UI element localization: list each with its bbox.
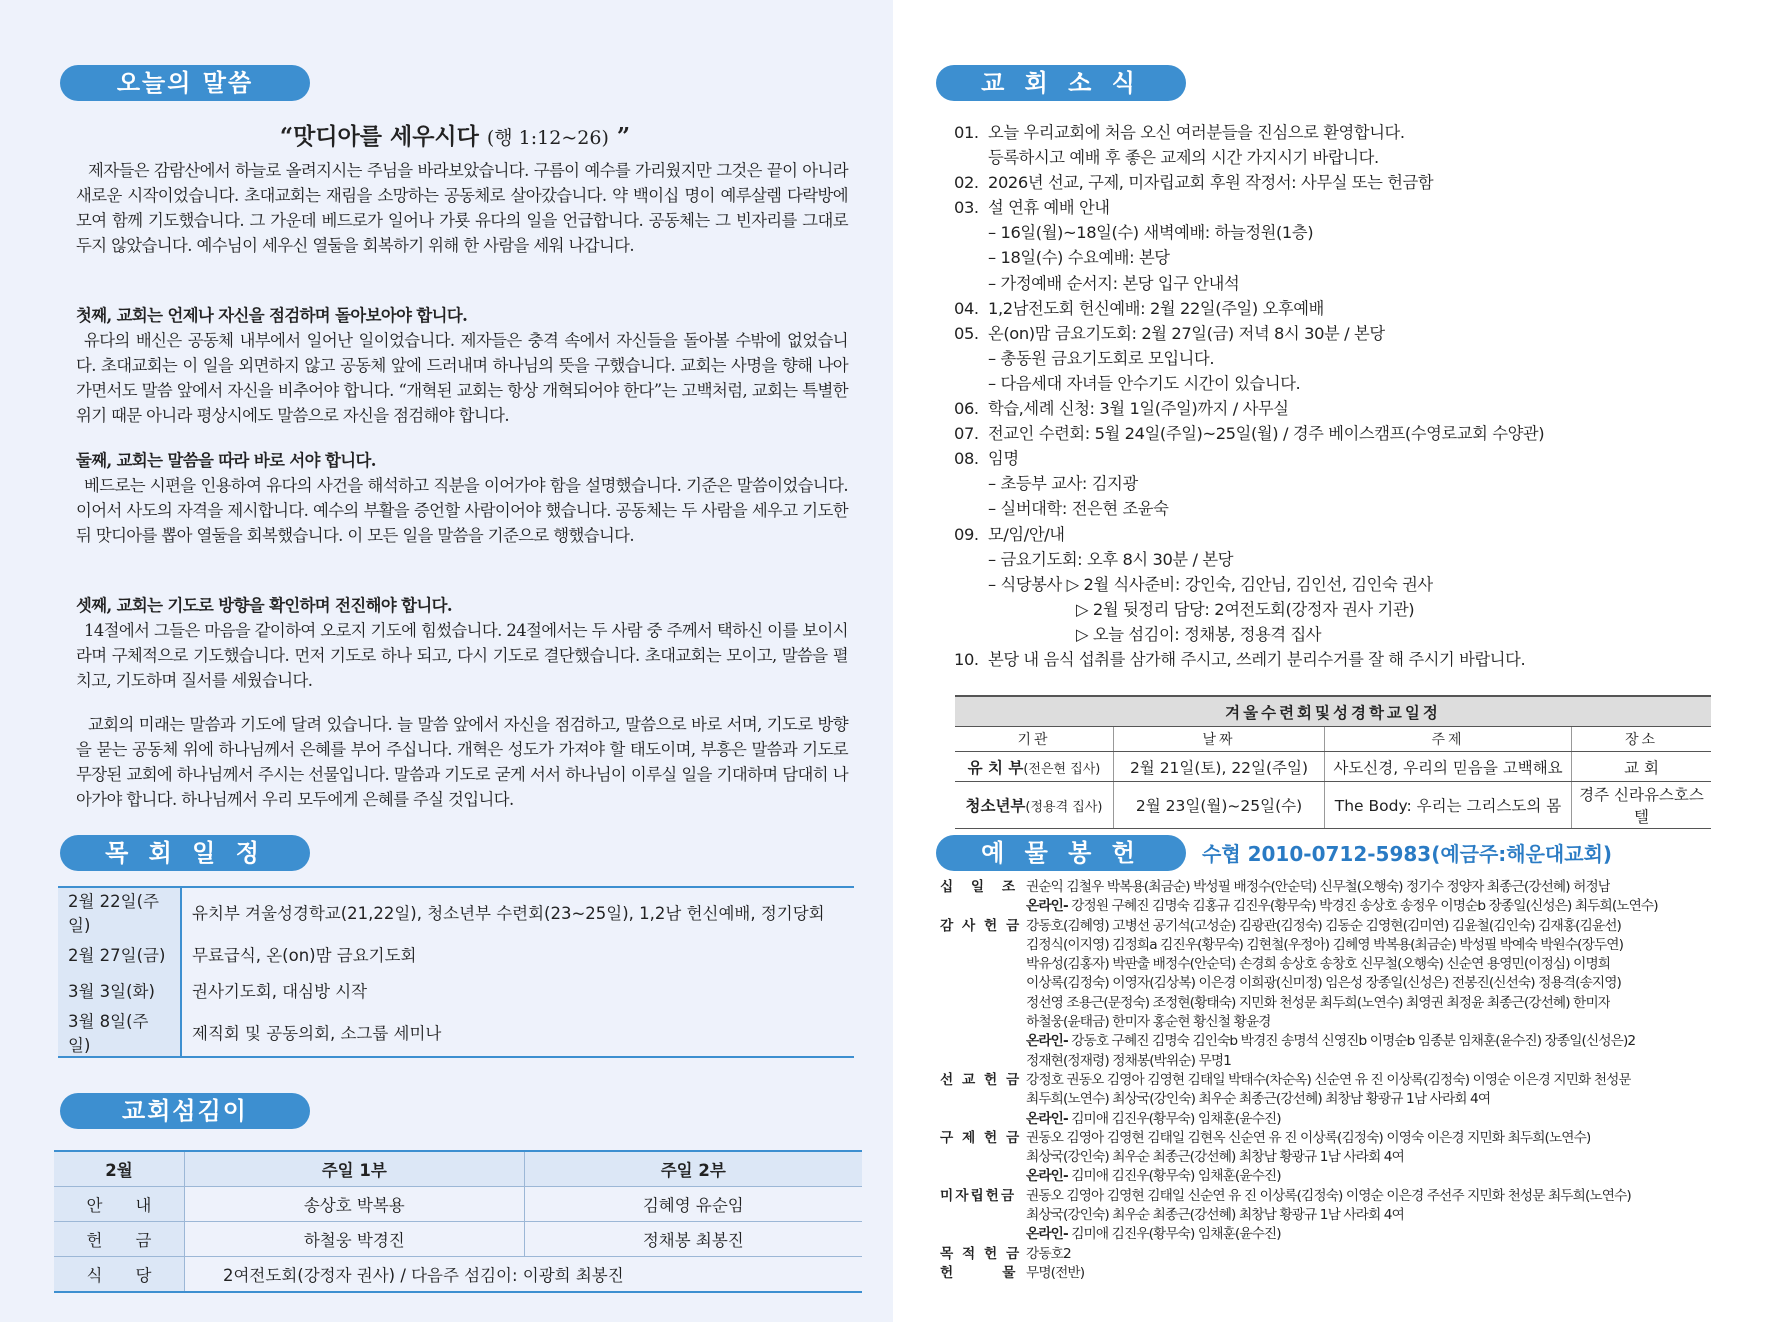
news-item-text: 임명 <box>988 449 1019 469</box>
offering-line <box>940 936 1714 955</box>
offering-online-line <box>940 1225 1714 1244</box>
offering-online <box>1026 897 1658 916</box>
offering-label: 감 사 헌 금 <box>940 917 1022 934</box>
offering-online-names: 강정원 구혜진 김명숙 김홍규 김진우(황무숙) 박경진 송상호 송정우 이명순b 장종일(신성은) 최두희(노연수) <box>1071 898 1658 915</box>
serving-header-second: 주일 2부 <box>524 1151 862 1187</box>
sermon-point-2-text: 베드로는 시편을 인용하여 유다의 사건을 해석하고 직분을 이어가야 함을 설명했습니다. 기준은 말씀이었습니다. 이어서 사도의 자격을 제시합니다. 예수의 부활을 증언할 사람이어야 했습니다. 공동체는 두 사람을 세우고 기도한 뒤 맛디아를 뽑아 열둘을 회복했습니다. 이 모든 일을 말씀을 기준으로 행했습니다. <box>76 476 848 545</box>
table-row <box>58 936 854 972</box>
sermon-point-2 <box>76 448 848 548</box>
winter-org <box>955 752 1114 782</box>
news-item-text: 학습,세례 신청: 3월 1일(주일)까지 / 사무실 <box>988 399 1289 419</box>
table-row <box>955 782 1711 829</box>
news-item-number: 07. <box>954 424 979 444</box>
offering-names: 하철웅(윤태금) 한미자 홍순현 황신철 황윤경 <box>1026 1014 1271 1031</box>
offering-label <box>940 1167 1026 1186</box>
winter-header-place: 장소 <box>1572 727 1712 752</box>
table-row <box>955 752 1711 782</box>
news-item-text: 2026년 선교, 구제, 미자립교회 후원 작정서: 사무실 또는 헌금함 <box>988 173 1434 193</box>
sermon-point-3-text: 14절에서 그들은 마음을 같이하여 오로지 기도에 힘썼습니다. 24절에서는 두 사람 중 주께서 택하신 이를 보이시라며 구체적으로 기도했습니다. 먼저 기도로 하나 되고, 다시 기도로 결단했습니다. 초대교회는 모이고, 말씀을 펼치고, 기도하며 질서를 세웠습니다. <box>76 621 848 690</box>
news-item-text: 본당 내 음식 섭취를 삼가해 주시고, 쓰레기 분리수거를 잘 해 주시기 바랍니다. <box>988 649 1526 669</box>
news-sub-item: – 실버대학: 전은현 조윤숙 <box>988 499 1169 519</box>
offering-online-line <box>940 1167 1714 1186</box>
table-row <box>58 887 854 936</box>
winter-theme: 사도신경, 우리의 믿음을 고백해요 <box>1325 752 1572 782</box>
offering-label <box>940 1110 1026 1129</box>
news-item <box>954 170 1714 195</box>
offering-label <box>940 994 1026 1013</box>
serving-second: 김혜영 유순임 <box>524 1187 862 1222</box>
news-heading: 교 회 소 식 <box>936 65 1186 101</box>
offering-online <box>1026 1225 1281 1244</box>
news-item <box>954 296 1714 321</box>
offering-names: 권동오 김영아 김영현 김태일 신순연 유 진 이상록(김정숙) 이영순 이은경 주선주 지민화 천성문 최두희(노연수) <box>1026 1187 1631 1204</box>
winter-org-note: (정용격 집사) <box>1025 800 1103 815</box>
table-row <box>58 972 854 1008</box>
serving-role: 식 당 <box>54 1257 185 1293</box>
offering-online-line <box>940 1110 1714 1129</box>
news-sub-item: ▷ 2월 뒷정리 담당: 2여전도회(강정자 권사 기관) <box>1076 599 1415 619</box>
news-sub-item: 등록하시고 예배 후 좋은 교제의 시간 가지시기 바랍니다. <box>988 148 1379 168</box>
table-row <box>54 1222 862 1257</box>
offering-names: 정재현(정재령) 정채봉(박위순) 무명1 <box>1026 1052 1231 1069</box>
news-item-number: 01. <box>954 123 979 142</box>
sermon-intro: 제자들은 감람산에서 하늘로 올려지시는 주님을 바라보았습니다. 구름이 예수를 가리웠지만 그것은 끝이 아니라 새로운 시작이었습니다. 초대교회는 재림을 소망하는 공동체로 살아갔습니다. 약 백이십 명이 예루살렘 다락방에 모여 함께 기도했습니다. 그 가운데 베드로가 일어나 가룟 유다의 일을 언급합니다. 공동체는 그 빈자리를 그대로 두지 않았습니다. 예수님이 세우신 열둘을 회복하기 위해 한 사람을 세워 나갑니다. <box>76 161 848 255</box>
news-sub-item: – 18일(수) 수요예배: 본당 <box>988 248 1170 268</box>
offering-label <box>940 936 1026 955</box>
news-item-number: 06. <box>954 399 979 419</box>
winter-date: 2월 23일(월)~25일(수) <box>1114 782 1325 829</box>
offering-names: 권동오 김영아 김영현 김태일 김현옥 신순연 유 진 이상록(김정숙) 이영숙 이은경 지민화 최두희(노연수) <box>1026 1129 1591 1146</box>
news-item-number: 04. <box>954 298 979 318</box>
offering-label <box>940 1032 1026 1051</box>
offering-label <box>940 1206 1026 1225</box>
news-item <box>954 396 1714 421</box>
schedule-text: 제직회 및 공동의회, 소그룹 세미나 <box>192 1024 442 1043</box>
news-item-number: 09. <box>954 524 979 544</box>
offering-label <box>940 1148 1026 1167</box>
offering-names: 최상국(강인숙) 최우순 최종근(강선혜) 최창남 황광규 1남 사라회 4여 <box>1026 1149 1404 1166</box>
offering-label: 선 교 헌 금 <box>940 1071 1022 1088</box>
news-item-number: 03. <box>954 198 979 218</box>
news-item <box>954 522 1714 547</box>
online-label: 온라인- <box>1026 898 1068 915</box>
winter-theme: The Body: 우리는 그리스도의 몸 <box>1325 782 1572 829</box>
news-item-text: 전교인 수련회: 5월 24일(주일)~25일(월) / 경주 베이스캠프(수영로교회 수양관) <box>988 424 1545 444</box>
news-sub-item: – 금요기도회: 오후 8시 30분 / 본당 <box>988 549 1234 569</box>
offering-online-names: 김미애 김진우(황무숙) 임채훈(윤수진) <box>1071 1226 1281 1243</box>
offering-line <box>940 1206 1714 1225</box>
winter-place: 경주 신라유스호스텔 <box>1572 782 1712 829</box>
winter-place: 교 회 <box>1572 752 1712 782</box>
offering-names: 강동호(김혜영) 고병선 공기석(고성순) 김광관(김정숙) 김동순 김영현(김미연) 김윤철(김인숙) 김재홍(김윤선) <box>1026 917 1621 934</box>
offering-line <box>940 878 1714 897</box>
news-sub-item: – 총동원 금요기도회로 모입니다. <box>988 348 1215 368</box>
offering-online-names: 강동호 구혜진 김명숙 김인숙b 박경진 송명석 신영진b 이명순b 임종분 임채훈(윤수진) 장종일(신성은)2 <box>1071 1033 1636 1050</box>
table-row <box>58 1008 854 1057</box>
table-row <box>54 1187 862 1222</box>
news-item-text: 모/임/안/내 <box>988 524 1065 544</box>
offering-label: 목 적 헌 금 <box>940 1245 1022 1262</box>
offering-online <box>1026 1110 1281 1129</box>
news-item <box>954 321 1714 346</box>
offering-names: 최두희(노연수) 최상국(강인숙) 최우순 최종근(강선혜) 최창남 황광규 1남 사라회 4여 <box>1026 1091 1491 1108</box>
offering-online-names: 김미애 김진우(황무숙) 임채훈(윤수진) <box>1071 1168 1281 1185</box>
serving-header-month: 2월 <box>54 1151 185 1187</box>
offering-heading: 예 물 봉 헌 <box>936 835 1186 871</box>
news-item-text: 1,2남전도회 헌신예배: 2월 22일(주일) 오후예배 <box>988 298 1324 318</box>
offering-names: 김정식(이지영) 김정희a 김진우(황무숙) 김현철(우정아) 김혜영 박복용(최금순) 박성필 박예숙 박원수(장두연) <box>1026 936 1624 953</box>
serving-first: 하철웅 박경진 <box>185 1222 525 1257</box>
offering-line <box>940 955 1714 974</box>
serving-role: 헌 금 <box>54 1222 185 1257</box>
offering-online-names: 김미애 김진우(황무숙) 임채훈(윤수진) <box>1071 1110 1281 1127</box>
offering-line <box>940 1013 1714 1032</box>
news-item-number: 08. <box>954 449 979 469</box>
news-item-number: 10. <box>954 649 979 669</box>
sermon-point-1-head: 첫째, 교회는 언제나 자신을 점검하며 돌아보아야 합니다. <box>76 306 468 325</box>
offering-names: 권순익 김철우 박복용(최금순) 박성필 배정수(안순덕) 신무철(오행숙) 정기수 정양자 최종근(강선혜) 허정남 <box>1026 879 1611 895</box>
offering-label <box>940 1052 1026 1071</box>
news-sub-item: – 다음세대 자녀들 안수기도 시간이 있습니다. <box>988 373 1301 393</box>
news-item-text: 온(on)맘 금요기도회: 2월 27일(금) 저녁 8시 30분 / 본당 <box>988 323 1385 343</box>
table-row <box>54 1151 862 1187</box>
offering-list <box>940 878 1714 1283</box>
offering-account: 수협 2010-0712-5983(예금주:해운대교회) <box>1202 842 1613 866</box>
offering-label: 미자립헌금 <box>940 1187 1017 1204</box>
news-item <box>954 647 1714 672</box>
offering-names: 최상국(강인숙) 최우순 최종근(강선혜) 최창남 황광규 1남 사라회 4여 <box>1026 1207 1404 1224</box>
schedule-date: 3월 8일(주일) <box>58 1008 181 1057</box>
offering-label <box>940 1225 1026 1244</box>
news-sub-item: – 가정예배 순서지: 본당 입구 안내석 <box>988 273 1240 293</box>
offering-line <box>940 1245 1714 1264</box>
offering-label <box>940 955 1026 974</box>
news-item-number: 02. <box>954 173 979 193</box>
serving-heading: 교회섬김이 <box>60 1093 310 1129</box>
winter-header-theme: 주제 <box>1325 727 1572 752</box>
sermon-reference: (행 1:12~26) <box>486 127 609 149</box>
serving-table <box>54 1150 862 1293</box>
offering-online-line <box>940 897 1714 916</box>
offering-online <box>1026 1032 1635 1051</box>
online-label: 온라인- <box>1026 1033 1068 1050</box>
schedule-heading: 목 회 일 정 <box>60 835 310 871</box>
offering-label: 십 일 조 <box>940 879 1018 895</box>
serving-header-first: 주일 1부 <box>185 1151 525 1187</box>
offering-names: 이상록(김정숙) 이영자(김상복) 이은경 이희광(신미정) 임은성 장종일(신성은) 전봉진(신선숙) 정용격(송지영) <box>1026 975 1621 992</box>
sermon-point-3-head: 셋째, 교회는 기도로 방향을 확인하며 전진해야 합니다. <box>76 596 452 615</box>
offering-label: 구 제 헌 금 <box>940 1129 1022 1146</box>
schedule-table <box>58 886 854 1058</box>
news-item <box>954 421 1714 446</box>
offering-line <box>940 1090 1714 1109</box>
offering-label <box>940 974 1026 993</box>
sermon-point-2-head: 둘째, 교회는 말씀을 따라 바로 서야 합니다. <box>76 451 376 470</box>
sermon-title <box>60 118 850 151</box>
news-item <box>954 120 1714 145</box>
offering-names: 박유성(김홍자) 박판출 배정수(안순덕) 손경희 송상호 송창호 신무철(오행숙) 신순연 용영민(이정심) 이명희 <box>1026 956 1611 973</box>
serving-meal: 2여전도회(강정자 권사) / 다음주 섬김이: 이광희 최봉진 <box>185 1257 863 1293</box>
offering-names: 정선영 조용근(문정숙) 조정현(황태숙) 지민화 천성문 최두희(노연수) 최영권 최정윤 최종근(강선혜) 한미자 <box>1026 994 1611 1011</box>
offering-label <box>940 1090 1026 1109</box>
winter-date: 2월 21일(토), 22일(주일) <box>1114 752 1325 782</box>
schedule-date: 2월 22일(주일) <box>58 887 181 936</box>
winter-org-note: (전은현 집사) <box>1023 761 1101 777</box>
offering-names: 무명(전반) <box>1026 1264 1085 1281</box>
offering-label <box>940 1013 1026 1032</box>
offering-line <box>940 1264 1714 1283</box>
news-sub-item: ▷ 오늘 섬김이: 정채봉, 정용격 집사 <box>1076 624 1322 644</box>
news-sub-item: – 초등부 교사: 김지광 <box>988 474 1138 494</box>
offering-names: 강정호 권동오 김영아 김영현 김태일 박태수(차순옥) 신순연 유 진 이상록(김정숙) 이영순 이은경 지민화 천성문 <box>1026 1071 1631 1088</box>
schedule-date: 2월 27일(금) <box>58 936 181 972</box>
news-item <box>954 446 1714 471</box>
news-sub-item: – 16일(월)~18일(수) 새벽예배: 하늘정원(1층) <box>988 223 1314 243</box>
sermon-conclusion: 교회의 미래는 말씀과 기도에 달려 있습니다. 늘 말씀 앞에서 자신을 점검하고, 말씀으로 바로 서며, 기도로 방향을 묻는 공동체 위에 하나님께서 은혜를 부어 주십니다. 개혁은 성도가 가져야 할 태도이며, 부흥은 말씀과 기도로 무장된 교회에 하나님께서 주시는 선물입니다. 말씀과 기도로 굳게 서서 하나님이 이루실 일을 기대하며 담대히 나아가야 합니다. 하나님께서 우리 모두에게 은혜를 주실 것입니다. <box>76 715 848 809</box>
serving-role: 안 내 <box>54 1187 185 1222</box>
schedule-text: 유치부 겨울성경학교(21,22일), 청소년부 수련회(23~25일), 1,2남 헌신예배, 정기당회 <box>192 904 825 923</box>
table-row <box>955 696 1711 727</box>
sermon-title-text: “맛디아를 세우시다 <box>279 123 479 150</box>
serving-first: 송상호 박복용 <box>185 1187 525 1222</box>
table-row <box>54 1257 862 1293</box>
news-item <box>954 195 1714 220</box>
offering-online <box>1026 1167 1281 1186</box>
offering-line <box>940 1148 1714 1167</box>
offering-line <box>940 1071 1714 1090</box>
news-item-number: 05. <box>954 323 979 343</box>
offering-line <box>940 917 1714 936</box>
news-list <box>954 120 1714 672</box>
offering-line <box>940 1187 1714 1206</box>
sermon-point-1-text: 유다의 배신은 공동체 내부에서 일어난 일이었습니다. 제자들은 충격 속에서 자신들을 돌아볼 수밖에 없었습니다. 초대교회는 이 일을 외면하지 않고 공동체 앞에 드러내며 하나님의 뜻을 구했습니다. 교회는 사명을 향해 나아가면서도 말씀 앞에서 자신을 비추어야 합니다. “개혁된 교회는 항상 개혁되어야 한다”는 고백처럼, 교회는 특별한 위기 때문 아니라 평상시에도 말씀으로 자신을 점검해야 합니다. <box>76 331 848 425</box>
offering-line <box>940 974 1714 993</box>
offering-label <box>940 897 1026 916</box>
winter-header-org: 기관 <box>955 727 1114 752</box>
online-label: 온라인- <box>1026 1226 1068 1243</box>
schedule-text: 무료급식, 온(on)맘 금요기도회 <box>192 946 417 965</box>
winter-header-date: 날짜 <box>1114 727 1325 752</box>
schedule-date: 3월 3일(화) <box>58 972 181 1008</box>
sermon-heading: 오늘의 말씀 <box>60 65 310 101</box>
schedule-text: 권사기도회, 대심방 시작 <box>192 982 368 1001</box>
offering-line <box>940 1052 1714 1071</box>
winter-schedule-table <box>955 695 1711 829</box>
offering-line <box>940 994 1714 1013</box>
winter-org-name: 유 치 부 <box>967 758 1024 777</box>
offering-line <box>940 1129 1714 1148</box>
online-label: 온라인- <box>1026 1168 1068 1185</box>
offering-names: 강동호2 <box>1026 1245 1071 1262</box>
table-row <box>955 727 1711 752</box>
news-sub-item: – 식당봉사 ▷ 2월 식사준비: 강인숙, 김안님, 김인선, 김인숙 권사 <box>988 574 1433 594</box>
winter-org <box>955 782 1114 829</box>
sermon-point-3 <box>76 593 848 693</box>
news-item-text: 설 연휴 예배 안내 <box>988 198 1110 218</box>
sermon-title-end: ” <box>616 123 631 150</box>
news-item-text: 오늘 우리교회에 처음 오신 여러분들을 진심으로 환영합니다. <box>988 123 1405 142</box>
sermon-point-1 <box>76 303 848 428</box>
online-label: 온라인- <box>1026 1110 1068 1127</box>
offering-online-line <box>940 1032 1714 1051</box>
serving-second: 정채봉 최봉진 <box>524 1222 862 1257</box>
offering-label: 헌 물 <box>940 1264 1018 1281</box>
winter-org-name: 청소년부 <box>965 797 1026 815</box>
winter-caption: 겨울수련회및성경학교일정 <box>955 696 1711 727</box>
